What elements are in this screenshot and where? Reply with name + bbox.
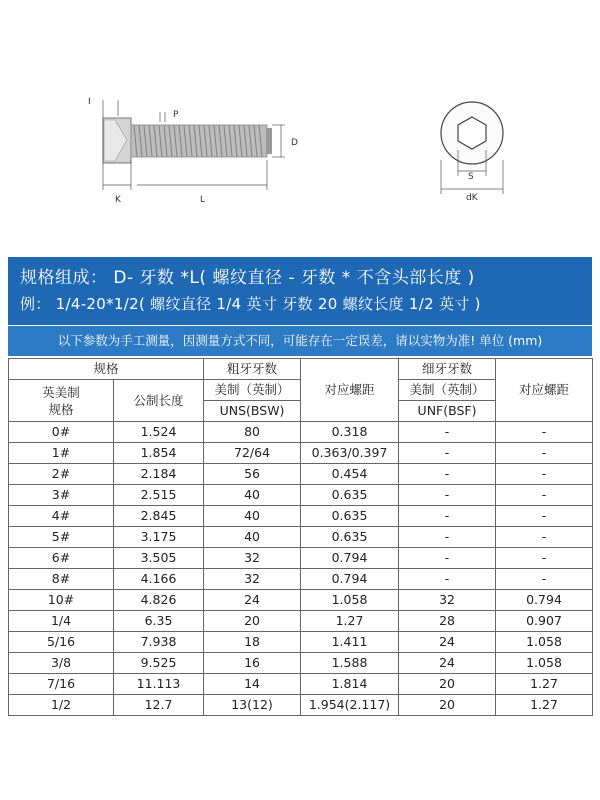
fine-pitch-cell: - [496,485,593,506]
table-row [9,611,593,632]
imperial-spec-cell: 10# [9,590,114,611]
label-k: K [115,195,121,205]
label-d: D [291,138,298,148]
fine-tpi-cell: - [399,443,496,464]
table-row [9,653,593,674]
fine-pitch-cell: - [496,569,593,590]
measurement-note: 以下参数为手工测量，因测量方式不同，可能存在一定误差，请以实物为准! 单位 (mm) [8,326,592,356]
imperial-spec-cell: 5/16 [9,632,114,653]
coarse-pitch-cell: 1.954(2.117) [301,695,399,716]
coarse-code-header: UNS(BSW) [204,401,301,422]
coarse-pitch-cell: 0.635 [301,506,399,527]
fine-tpi-cell: - [399,548,496,569]
metric-length-cell: 12.7 [114,695,204,716]
screw-dimension-diagram [0,0,600,255]
imperial-spec-cell: 3# [9,485,114,506]
coarse-standard-header: 美制（英制） [204,380,301,401]
fine-pitch-cell: 1.058 [496,653,593,674]
table-row [9,527,593,548]
fine-pitch-header: 对应螺距 [496,359,593,422]
table-row [9,464,593,485]
fine-tpi-cell: 24 [399,653,496,674]
table-row [9,506,593,527]
fine-code-header: UNF(BSF) [399,401,496,422]
coarse-tpi-cell: 40 [204,506,301,527]
metric-length-cell: 4.826 [114,590,204,611]
imperial-spec-cell: 0# [9,422,114,443]
coarse-pitch-cell: 1.411 [301,632,399,653]
coarse-tpi-cell: 40 [204,527,301,548]
imperial-spec-cell: 5# [9,527,114,548]
fine-pitch-cell: - [496,464,593,485]
fine-tpi-cell: 20 [399,695,496,716]
metric-length-cell: 7.938 [114,632,204,653]
fine-pitch-cell: - [496,443,593,464]
fine-pitch-cell: - [496,506,593,527]
coarse-group-header: 粗牙牙数 [204,359,301,380]
imperial-spec-cell: 8# [9,569,114,590]
imperial-spec-cell: 4# [9,506,114,527]
coarse-tpi-cell: 16 [204,653,301,674]
fine-tpi-cell: 24 [399,632,496,653]
spec-group-header: 规格 [9,359,204,380]
spec-format-banner [8,257,592,325]
coarse-tpi-cell: 32 [204,569,301,590]
coarse-pitch-cell: 1.27 [301,611,399,632]
table-row [9,548,593,569]
table-row [9,422,593,443]
coarse-pitch-header: 对应螺距 [301,359,399,422]
table-row [9,674,593,695]
table-row [9,590,593,611]
fine-pitch-cell: 1.27 [496,695,593,716]
thread-spec-table [8,358,593,716]
table-row [9,632,593,653]
imperial-spec-cell: 2# [9,464,114,485]
coarse-tpi-cell: 14 [204,674,301,695]
fine-tpi-cell: 20 [399,674,496,695]
fine-tpi-cell: - [399,527,496,548]
coarse-pitch-cell: 1.814 [301,674,399,695]
coarse-pitch-cell: 0.454 [301,464,399,485]
coarse-tpi-cell: 40 [204,485,301,506]
coarse-pitch-cell: 0.635 [301,485,399,506]
imperial-spec-cell: 6# [9,548,114,569]
table-row [9,569,593,590]
fine-tpi-cell: - [399,569,496,590]
fine-standard-header: 美制（英制） [399,380,496,401]
metric-length-header: 公制长度 [114,380,204,422]
table-row [9,695,593,716]
fine-pitch-cell: - [496,422,593,443]
fine-tpi-cell: - [399,485,496,506]
coarse-pitch-cell: 1.058 [301,590,399,611]
metric-length-cell: 3.505 [114,548,204,569]
fine-pitch-cell: 1.058 [496,632,593,653]
fine-group-header: 细牙牙数 [399,359,496,380]
coarse-pitch-cell: 0.363/0.397 [301,443,399,464]
imperial-spec-header: 英美制 规格 [9,380,114,422]
coarse-pitch-cell: 0.794 [301,548,399,569]
fine-pitch-cell: 0.907 [496,611,593,632]
imperial-spec-cell: 7/16 [9,674,114,695]
metric-length-cell: 3.175 [114,527,204,548]
imperial-spec-cell: 1/4 [9,611,114,632]
label-p: P [173,110,179,120]
table-row [9,485,593,506]
imperial-spec-cell: 3/8 [9,653,114,674]
coarse-tpi-cell: 24 [204,590,301,611]
fine-tpi-cell: - [399,506,496,527]
metric-length-cell: 2.184 [114,464,204,485]
fine-tpi-cell: 32 [399,590,496,611]
metric-length-cell: 4.166 [114,569,204,590]
metric-length-cell: 1.854 [114,443,204,464]
metric-length-cell: 2.845 [114,506,204,527]
coarse-pitch-cell: 1.588 [301,653,399,674]
metric-length-cell: 1.524 [114,422,204,443]
fine-pitch-cell: 0.794 [496,590,593,611]
fine-pitch-cell: - [496,527,593,548]
metric-length-cell: 2.515 [114,485,204,506]
spec-format-line: 规格组成： D- 牙数 *L( 螺纹直径 - 牙数 * 不含头部长度 ) [20,268,475,288]
table-row [9,443,593,464]
coarse-pitch-cell: 0.794 [301,569,399,590]
coarse-tpi-cell: 20 [204,611,301,632]
metric-length-cell: 11.113 [114,674,204,695]
fine-tpi-cell: - [399,464,496,485]
fine-tpi-cell: - [399,422,496,443]
imperial-spec-cell: 1/2 [9,695,114,716]
screw-side-view [103,118,272,163]
coarse-tpi-cell: 13(12) [204,695,301,716]
coarse-tpi-cell: 18 [204,632,301,653]
fine-pitch-cell: - [496,548,593,569]
coarse-tpi-cell: 80 [204,422,301,443]
imperial-spec-cell: 1# [9,443,114,464]
label-s: S [468,172,474,182]
label-t: I [88,97,91,107]
metric-length-cell: 9.525 [114,653,204,674]
label-l: L [200,195,206,205]
coarse-pitch-cell: 0.635 [301,527,399,548]
coarse-tpi-cell: 56 [204,464,301,485]
coarse-pitch-cell: 0.318 [301,422,399,443]
fine-pitch-cell: 1.27 [496,674,593,695]
metric-length-cell: 6.35 [114,611,204,632]
fine-tpi-cell: 28 [399,611,496,632]
label-dk: dK [466,193,478,203]
coarse-tpi-cell: 32 [204,548,301,569]
coarse-tpi-cell: 72/64 [204,443,301,464]
spec-example-line: 例： 1/4-20*1/2( 螺纹直径 1/4 英寸 牙数 20 螺纹长度 1/2 英寸 ) [20,295,481,313]
